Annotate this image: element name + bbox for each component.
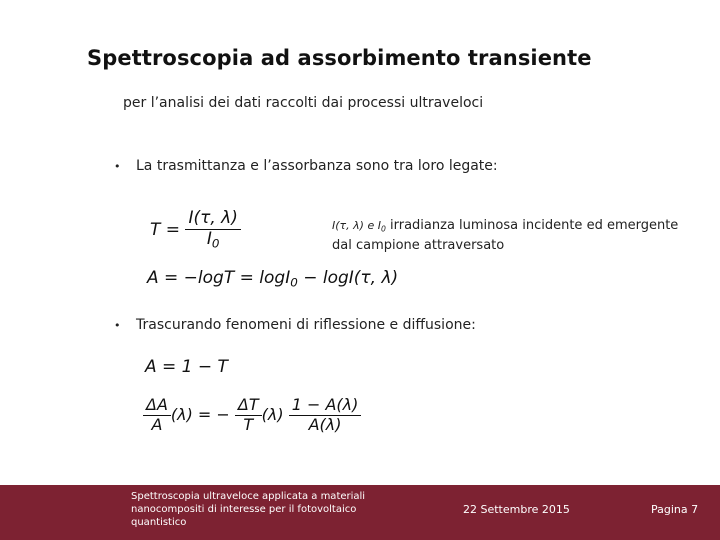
footer-caption-line-2: nanocompositi di interesse per il fotovoltaico	[131, 504, 357, 515]
bullet-2	[114, 317, 476, 333]
eq4-frac-3	[289, 397, 362, 434]
eq4-num-1: ΔA	[143, 397, 171, 416]
footer-page-number: Pagina 7	[651, 503, 699, 516]
equation-absorbance	[147, 268, 398, 290]
bullet-dot: •	[114, 319, 121, 332]
eq1-den-base: I	[206, 228, 212, 249]
footer-caption-line-3: quantistico	[131, 517, 187, 528]
eq1-numerator: I(τ, λ)	[185, 210, 240, 230]
footer-caption	[131, 490, 365, 529]
footer-caption-line-1: Spettroscopia ultraveloce applicata a materiali	[131, 491, 366, 502]
bullet-1-text: La trasmittanza e l’assorbanza sono tra loro legate:	[136, 158, 498, 174]
eq4-frac-2	[235, 397, 262, 434]
equation-differential	[143, 397, 361, 434]
footer-bar	[0, 485, 720, 540]
bullet-dot: •	[114, 160, 121, 173]
eq4-den-3: A(λ)	[308, 414, 342, 434]
note-text-1: irradianza luminosa incidente ed emergente	[390, 218, 679, 233]
slide-title: Spettroscopia ad assorbimento transiente	[87, 46, 592, 70]
slide-subtitle: per l’analisi dei dati raccolti dai processi ultraveloci	[123, 95, 484, 111]
eq1-lhs: T =	[150, 219, 181, 240]
eq1-fraction	[185, 210, 240, 250]
eq4-den-1: A	[151, 414, 163, 434]
eq4-mid: (λ) = −	[170, 404, 230, 424]
eq4-frac-1	[143, 397, 171, 434]
eq3-text: A = 1 − T	[145, 357, 228, 377]
note-prefix	[332, 219, 386, 232]
equation-transmittance	[150, 210, 241, 250]
footer-date: 22 Settembre 2015	[463, 503, 570, 516]
eq4-num-2: ΔT	[235, 397, 262, 416]
note-prefix-base: I(τ, λ) e I	[332, 219, 381, 232]
eq1-denominator	[204, 230, 223, 250]
eq4-mid-2: (λ)	[261, 404, 284, 424]
eq4-num-3: 1 − A(λ)	[289, 397, 362, 416]
note-text-2: dal campione attraversato	[332, 238, 505, 254]
bullet-1	[114, 158, 498, 174]
eq2-sub: 0	[290, 275, 298, 290]
eq4-den-2: T	[243, 414, 254, 434]
bullet-2-text: Trascurando fenomeni di riflessione e diffusione:	[136, 317, 476, 333]
eq2-tail: − logI(τ, λ)	[297, 268, 399, 288]
eq2-main: A = −logT = logI	[147, 268, 291, 288]
note-prefix-sub: 0	[380, 224, 386, 234]
equation-a-equals	[145, 357, 228, 377]
eq1-den-sub: 0	[211, 236, 220, 251]
irradiance-note	[332, 217, 678, 254]
note-line-1	[332, 217, 678, 237]
